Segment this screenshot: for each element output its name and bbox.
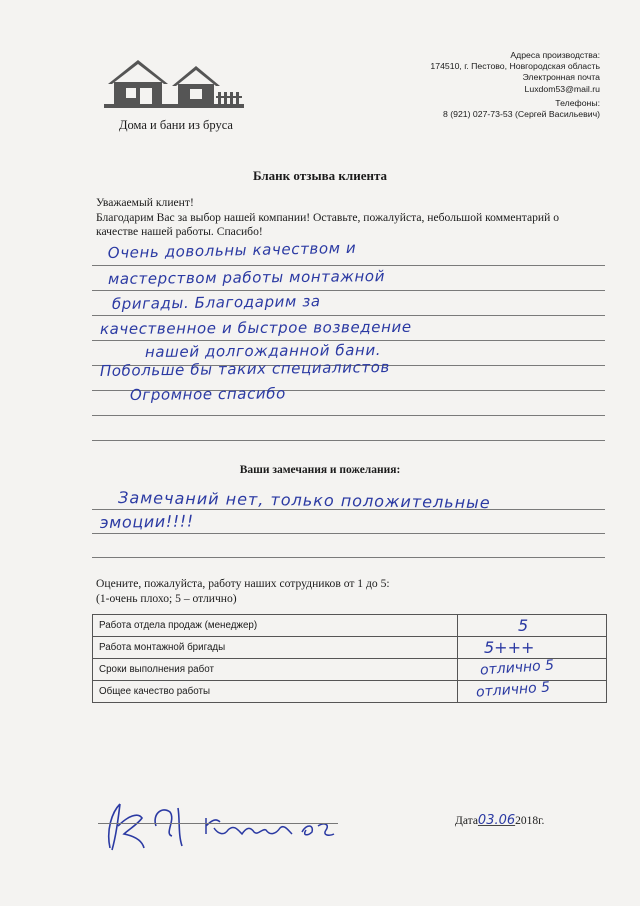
ratings-table <box>92 614 607 703</box>
contact-line: 8 (921) 027-73-53 (Сергей Васильевич) <box>442 109 600 120</box>
rating-label: Общее качество работы <box>93 681 458 703</box>
contact-line: Электронная почта <box>522 72 600 83</box>
remarks-handwriting-line: Замечаний нет, только положительные <box>118 488 491 513</box>
rating-intro <box>96 577 516 606</box>
date-label: Дата <box>455 815 478 827</box>
rating-label: Работа отдела продаж (менеджер) <box>93 615 458 637</box>
company-logo <box>100 52 250 112</box>
date-year: 2018г. <box>515 815 545 827</box>
ruled-line <box>92 440 605 441</box>
ruled-line <box>92 415 605 416</box>
feedback-handwriting-line: Огромное спасибо <box>129 384 286 404</box>
company-name: Дома и бани из бруса <box>119 118 233 132</box>
contact-line: Адреса производства: <box>510 50 600 60</box>
table-row <box>93 615 607 637</box>
rating-cell[interactable] <box>458 615 607 637</box>
rating-value: 5+++ <box>484 638 535 657</box>
rating-cell[interactable] <box>458 637 607 659</box>
ruled-line <box>92 557 605 558</box>
contact-line: Luxdom53@mail.ru <box>524 83 600 94</box>
contact-block <box>340 50 600 120</box>
greeting: Уважаемый клиент! <box>96 196 194 209</box>
rating-value: отлично 5 <box>479 657 555 679</box>
date-field <box>455 813 544 828</box>
signature-line <box>98 823 338 824</box>
rating-cell[interactable] <box>458 659 607 681</box>
rating-value: отлично 5 <box>475 679 551 701</box>
form-title: Бланк отзыва клиента <box>252 168 388 183</box>
remarks-title: Ваши замечания и пожелания: <box>239 464 401 476</box>
table-row <box>93 637 607 659</box>
rating-scale: (1-очень плохо; 5 – отлично) <box>96 591 237 605</box>
ruled-line <box>92 315 605 316</box>
form-intro <box>96 196 566 240</box>
date-value[interactable]: 03.06 <box>477 813 516 828</box>
rating-label: Сроки выполнения работ <box>93 659 458 681</box>
rating-value: 5 <box>518 616 529 635</box>
table-row <box>93 681 607 703</box>
handwritten-signature <box>98 790 338 860</box>
feedback-handwriting-line: нашей долгожданной бани. <box>144 340 382 361</box>
rating-instruction: Оцените, пожалуйста, работу наших сотрудников от 1 до 5: <box>96 577 390 590</box>
feedback-handwriting-line: мастерством работы монтажной <box>107 267 386 288</box>
feedback-handwriting-line: бригады. Благодарим за <box>111 292 321 313</box>
rating-cell[interactable] <box>458 681 607 703</box>
ruled-line <box>92 290 605 291</box>
feedback-handwriting-line: качественное и быстрое возведение <box>99 317 412 338</box>
table-row <box>93 659 607 681</box>
contact-line: 174510, г. Пестово, Новгородская область <box>430 61 600 72</box>
feedback-handwriting-line: Очень довольны качеством и <box>107 238 357 262</box>
rating-label: Работа монтажной бригады <box>93 637 458 659</box>
intro-text: Благодарим Вас за выбор нашей компании! Оставьте, пожалуйста, небольшой комментарий о качестве нашей работы. Спасибо! <box>96 210 560 239</box>
feedback-handwriting-line: Побольше бы таких специалистов <box>99 357 391 380</box>
ruled-line <box>92 533 605 534</box>
remarks-handwriting-line: эмоции!!!! <box>99 511 194 532</box>
ruled-line <box>92 265 605 266</box>
contact-line: Телефоны: <box>555 97 600 108</box>
